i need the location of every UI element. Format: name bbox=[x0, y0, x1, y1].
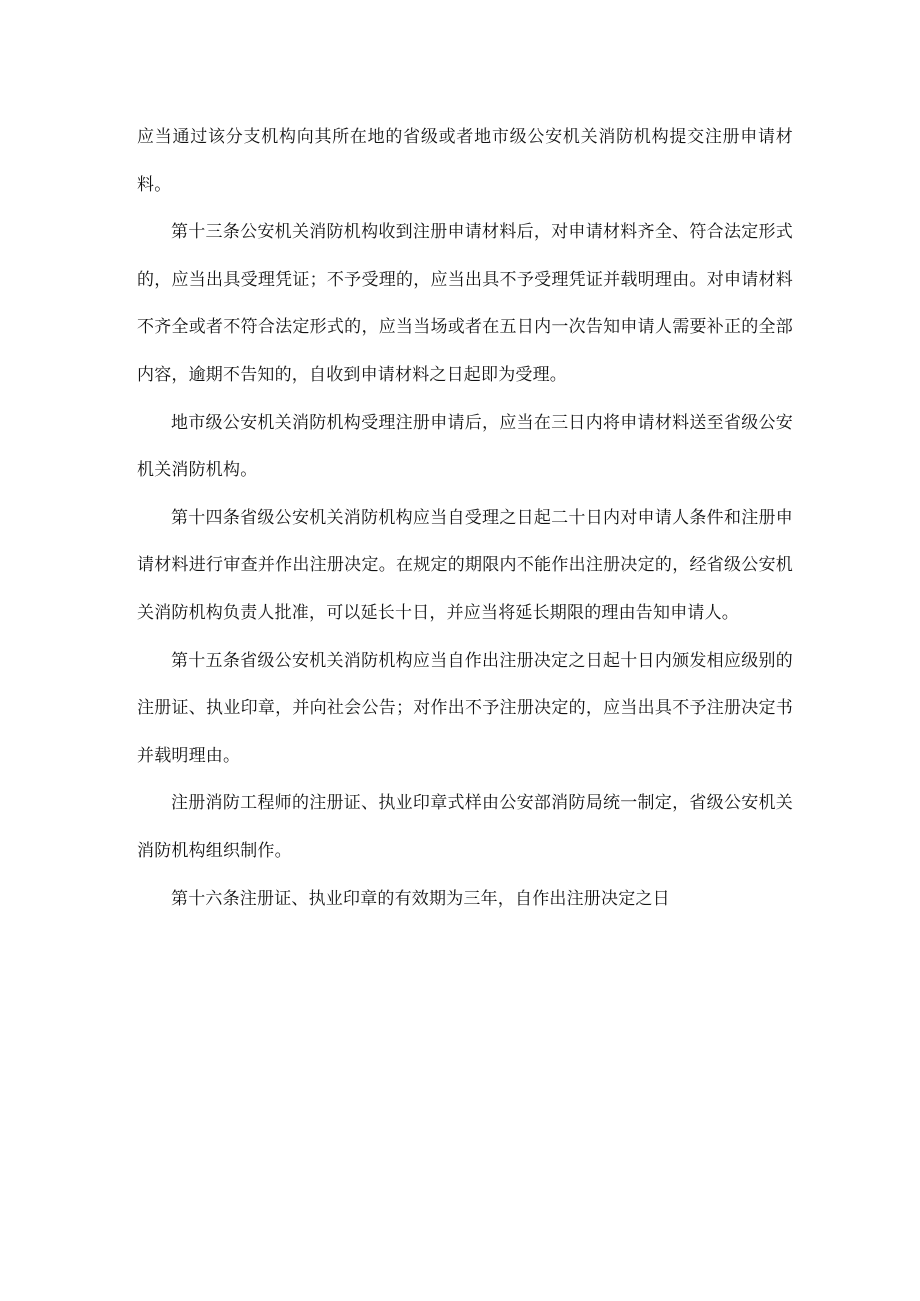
paragraph-1: 应当通过该分支机构向其所在地的省级或者地市级公安机关消防机构提交注册申请材料。 bbox=[137, 127, 793, 195]
paragraph-article-14: 第十四条省级公安机关消防机构应当自受理之日起二十日内对申请人条件和注册申请材料进行审查并作出注册决定。在规定的期限内不能作出注册决定的，经省级公安机关消防机构负责人批准，可以延长十日，并应当将延长期限的理由告知申请人。 bbox=[137, 507, 793, 623]
paragraph-article-15: 第十五条省级公安机关消防机构应当自作出注册决定之日起十日内颁发相应级别的注册证、执业印章，并向社会公告；对作出不予注册决定的，应当出具不予注册决定书并载明理由。 bbox=[137, 650, 793, 766]
paragraph-article-16: 第十六条注册证、执业印章的有效期为三年，自作出注册决定之日 bbox=[171, 888, 670, 909]
paragraph-6: 注册消防工程师的注册证、执业印章式样由公安部消防局统一制定，省级公安机关消防机构组织制作。 bbox=[137, 793, 793, 861]
document-body bbox=[137, 114, 793, 923]
paragraph-3: 地市级公安机关消防机构受理注册申请后，应当在三日内将申请材料送至省级公安机关消防机构。 bbox=[137, 412, 793, 481]
paragraph-article-13: 第十三条公安机关消防机构收到注册申请材料后，对申请材料齐全、符合法定形式的，应当出具受理凭证；不予受理的，应当出具不予受理凭证并载明理由。对申请材料不齐全或者不符合法定形式的，应当当场或者在五日内一次告知申请人需要补正的全部内容，逾期不告知的，自收到申请材料之日起即为受理。 bbox=[137, 222, 793, 385]
